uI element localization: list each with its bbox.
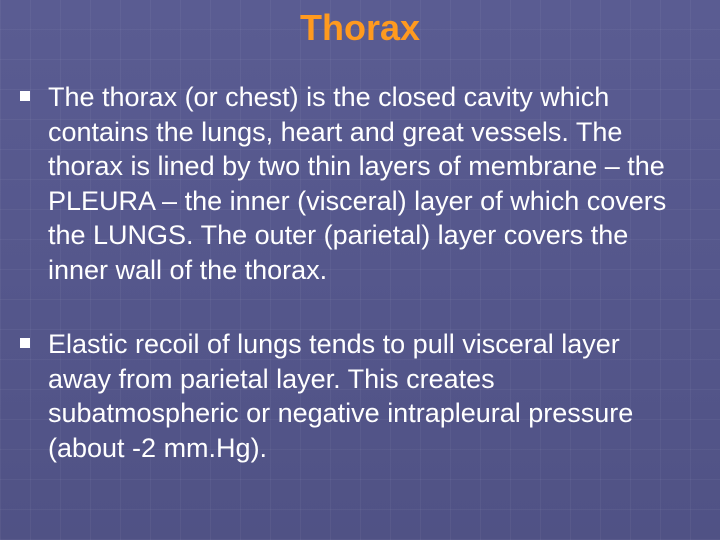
bullet-list xyxy=(20,80,680,465)
square-bullet-icon xyxy=(20,91,30,101)
bullet-item xyxy=(20,327,680,465)
slide-title: Thorax xyxy=(299,7,421,48)
square-bullet-icon xyxy=(20,338,30,348)
bullet-text: Elastic recoil of lungs tends to pull visceral layer away from parietal layer. This creates subatmospheric or negative intrapleural pressure (about -2 mm.Hg). xyxy=(48,329,634,463)
bullet-text: The thorax (or chest) is the closed cavity which contains the lungs, heart and great vessels. The thorax is lined by two thin layers of membrane – the PLEURA – the inner (visceral) layer of which covers the LUNGS. The outer (parietal) layer covers the inner wall of the thorax. xyxy=(48,82,667,285)
bullet-item xyxy=(20,80,680,287)
